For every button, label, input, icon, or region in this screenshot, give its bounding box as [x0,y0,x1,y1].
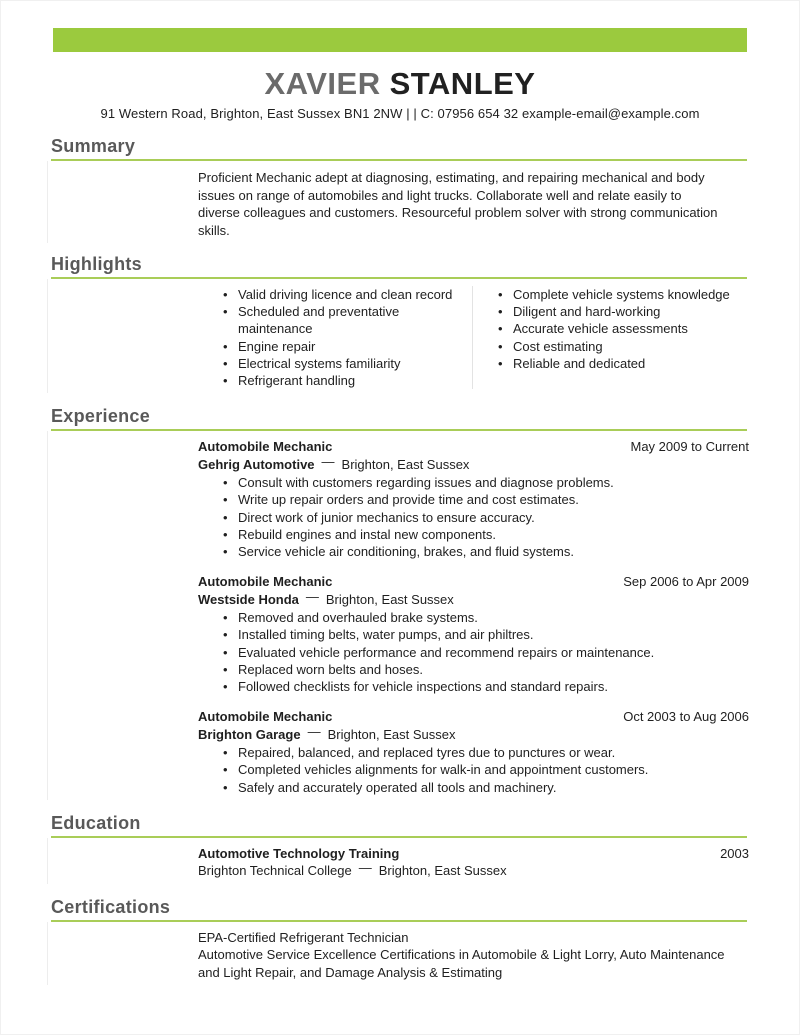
dash-separator: — [358,860,372,876]
section-summary [51,135,747,243]
section-certifications-title: Certifications [51,896,171,917]
highlights-right-column [473,286,747,389]
highlight-item: • Refrigerant handling [198,372,472,389]
job-location: Brighton, East Sussex [325,591,454,607]
accent-bar [53,28,747,52]
job-title: Automobile Mechanic [198,574,333,590]
section-education-title: Education [51,812,141,833]
highlight-item: • Cost estimating [473,338,747,355]
job-company-line [198,453,749,474]
job-entry [198,573,749,695]
job-bullet: • Replaced worn belts and hoses. [198,661,749,678]
education-school: Brighton Technical College [198,863,352,879]
job-company-line [198,723,749,744]
section-highlights-title: Highlights [51,254,142,274]
job-bullet: • Rebuild engines and instal new components. [198,526,749,543]
job-header [198,573,749,591]
highlight-item: • Accurate vehicle assessments [473,320,747,337]
education-year: 2003 [720,845,749,861]
job-header [198,708,749,726]
job-company-line [198,588,749,609]
highlight-item: • Engine repair [198,338,472,355]
education-degree: Automotive Technology Training [198,845,400,861]
last-name: STANLEY [389,66,536,101]
job-header [198,438,749,456]
job-location: Brighton, East Sussex [327,726,456,742]
highlights-columns [198,286,747,389]
section-experience-title: Experience [51,406,151,427]
highlight-item: • Valid driving licence and clean record [198,286,472,303]
certification-item: EPA-Certified Refrigerant Technician [198,929,409,945]
education-body [47,838,747,884]
job-bullet: • Service vehicle air conditioning, brakes, and fluid systems. [198,543,749,560]
section-certifications [51,896,747,986]
section-experience [51,405,747,800]
dash-separator: — [307,723,321,739]
job-bullet: • Repaired, balanced, and replaced tyres due to punctures or wear. [198,744,749,761]
job-bullet: • Direct work of junior mechanics to ensure accuracy. [198,509,749,526]
candidate-name [1,66,799,102]
dash-separator: — [321,453,335,469]
education-location: Brighton, East Sussex [378,863,507,879]
highlight-item: • Scheduled and preventative maintenance [198,303,438,337]
job-bullet-list [198,474,749,560]
job-bullet-list [198,744,749,796]
job-bullet: • Safely and accurately operated all tools and machinery. [198,779,749,796]
experience-body [47,431,747,800]
education-school-line [198,862,747,880]
job-company: Gehrig Automotive [198,456,315,472]
job-bullet: • Write up repair orders and provide time and cost estimates. [198,491,749,508]
summary-body [47,161,747,243]
section-summary-title: Summary [51,136,136,156]
highlight-item: • Electrical systems familiarity [198,355,472,372]
section-highlights [51,253,747,393]
contact-line: 91 Western Road, Brighton, East Sussex BN1 2NW | | C: 07956 654 32 example-email@example.com [100,106,700,121]
job-bullet: • Removed and overhauled brake systems. [198,609,749,626]
highlight-item: • Reliable and dedicated [473,355,747,372]
summary-text: Proficient Mechanic adept at diagnosing, estimating, and repairing mechanical and body issues on range of automobiles and light trucks. Collaborate well and relate easily to diverse colleagues and customers. Resourceful problem solver with strong communication skills. [198,170,718,238]
first-name: XAVIER [264,66,381,101]
job-bullet: • Installed timing belts, water pumps, and air philtres. [198,626,749,643]
job-dates: Sep 2006 to Apr 2009 [623,574,749,590]
job-bullet: • Evaluated vehicle performance and recommend repairs or maintenance. [198,644,749,661]
highlight-item: • Complete vehicle systems knowledge [473,286,747,303]
highlights-left-column [198,286,473,389]
job-bullet: • Consult with customers regarding issues and diagnose problems. [198,474,749,491]
certification-item: Automotive Service Excellence Certifications in Automobile & Light Lorry, Auto Maintenance and Light Repair, and Damage Analysis & Estimating [198,947,725,980]
job-title: Automobile Mechanic [198,709,333,725]
job-dates: Oct 2003 to Aug 2006 [623,709,749,725]
education-header [198,845,749,863]
job-company: Brighton Garage [198,726,301,742]
section-education [51,812,747,884]
certifications-body [47,922,747,986]
job-company: Westside Honda [198,591,299,607]
highlights-body [47,279,747,393]
highlight-item: • Diligent and hard-working [473,303,747,320]
job-entry [198,438,749,560]
job-bullet: • Completed vehicles alignments for walk-in and appointment customers. [198,761,749,778]
job-dates: May 2009 to Current [630,439,749,455]
job-bullet-list [198,609,749,695]
job-bullet: • Followed checklists for vehicle inspections and standard repairs. [198,678,749,695]
job-entry [198,708,749,796]
job-title: Automobile Mechanic [198,439,333,455]
job-location: Brighton, East Sussex [341,456,470,472]
dash-separator: — [305,588,319,604]
